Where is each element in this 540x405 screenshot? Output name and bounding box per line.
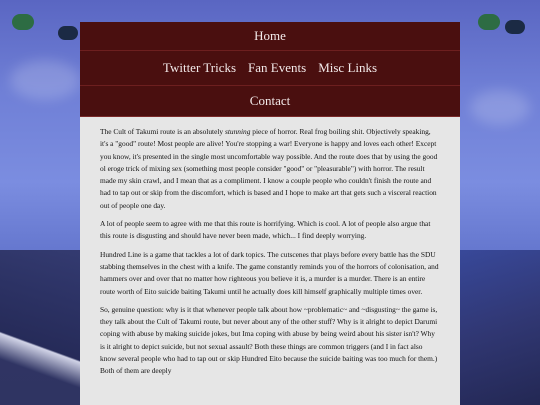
nav-row-contact xyxy=(80,86,460,116)
article-body xyxy=(80,117,460,405)
nav-row-links xyxy=(80,51,460,86)
article-paragraph xyxy=(100,126,440,212)
background-character-art-left xyxy=(0,250,80,405)
background-robot-figure xyxy=(12,14,34,30)
site-navigation xyxy=(80,22,460,117)
background-character-art-right xyxy=(460,250,540,405)
nav-link-twitter-tricks[interactable]: Twitter Tricks xyxy=(162,60,237,75)
article-paragraph: Hundred Line is a game that tackles a lot of dark topics. The cutscenes that plays before every battle has the SDU stabbing themselves in the chest with a knife. The game constantly reminds you of the horrors of colonisation, and hammers over and over that no matter how righteous you believe it is, a murder is a murder. There is an entire route worth of Eito suicide baiting Takumi until he actually does kill himself graphically multiple times over. xyxy=(100,249,439,296)
nav-link-fan-events[interactable]: Fan Events xyxy=(248,60,307,75)
background-robot-figure xyxy=(478,14,500,30)
background-robot-figure xyxy=(58,26,78,40)
background-robot-figure xyxy=(505,20,525,34)
nav-link-home[interactable]: Home xyxy=(254,28,286,43)
article-emphasis: stunning xyxy=(224,127,251,136)
background-cloud xyxy=(10,60,80,100)
article-paragraph: So, genuine question: why is it that whenever people talk about how ~problematic~ and ~disgusting~ the game is, they talk about the Cult of Takumi route, but never about any of the other stuff? Why is it alright to depict Darumi coping with abuse by making suicide jokes, but Ima coping with abuse by being weird about his sister isn't? Why is it alright to depict suicide, but not sexual assault? Both these things are common triggers (and I in fact also know several people who had to tap out or skip Hundred Eito because the suicide baiting was too much for them.) Both of them are deeply xyxy=(100,304,438,376)
nav-row-home xyxy=(80,22,460,51)
nav-link-contact[interactable]: Contact xyxy=(249,93,291,108)
background-cloud xyxy=(470,90,530,125)
article-text: piece of horror. Real frog boiling shit. Objectively speaking, it's a "good" route! Most people are alive! You're stopping a war! Everyone is happy and loves each other! Except you know, it's presented in the single most uncomfortable way possible. And the route does that by using the good ol eroge trick of mixing sex (something most people consider "good" or "pleasurable") with horror. The result made my skin crawl, and I mean that as a compliment. I know a couple people who couldn't finish the route and had to tap out or skip from the discomfort, which is based and I hope to make art that gets such a visceral reaction out of people one day. xyxy=(100,127,438,210)
nav-link-misc-links[interactable]: Misc Links xyxy=(318,60,378,75)
article-paragraph: A lot of people seem to agree with me that this route is horrifying. Which is cool. A lot of people also argue that this route is disgusting and should have never been made, which... I find deeply worrying. xyxy=(100,219,431,241)
article-text: The Cult of Takumi route is an absolutely xyxy=(100,127,225,136)
main-column xyxy=(80,22,460,405)
